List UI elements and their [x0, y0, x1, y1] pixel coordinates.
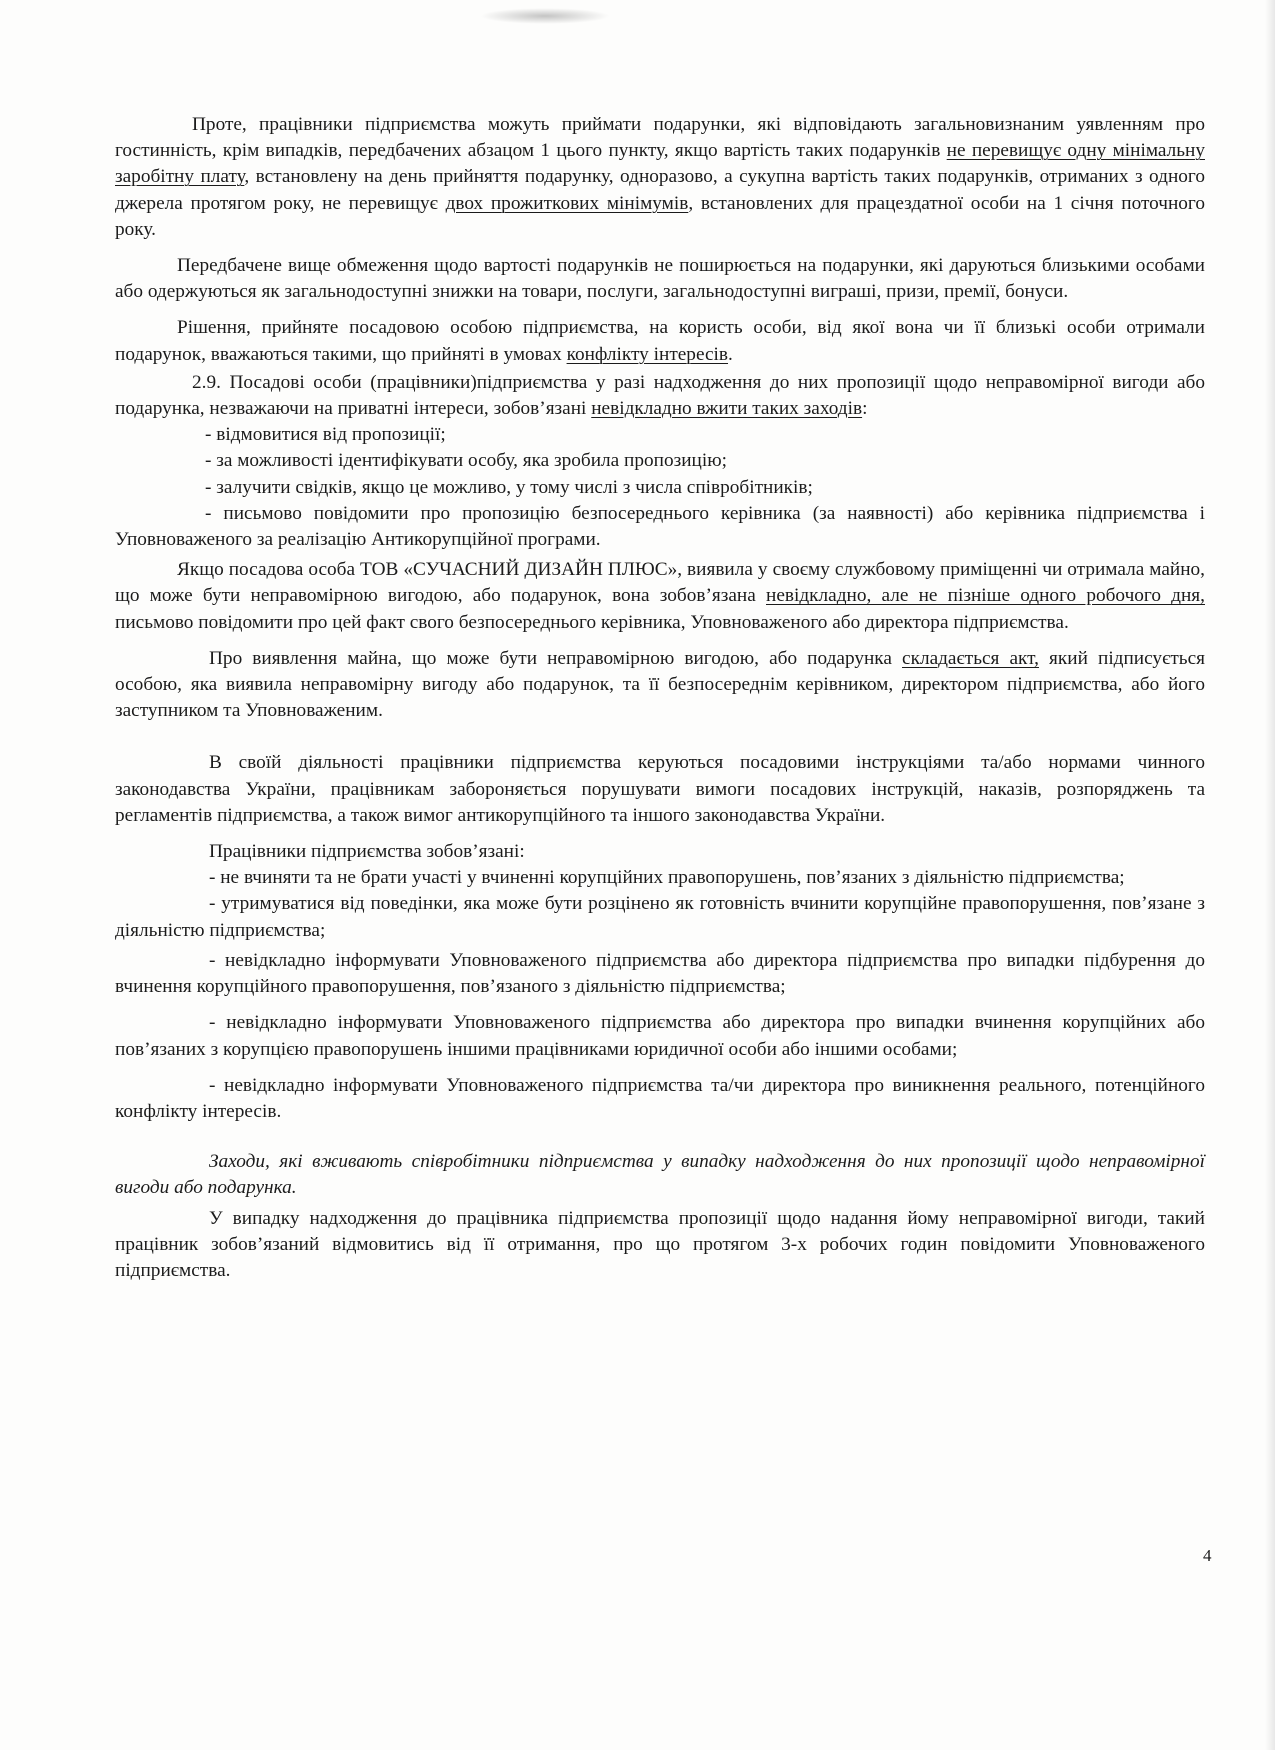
paragraph-gifts-hospitality: Проте, працівники підприємства можуть приймати подарунки, які відповідають загальновизнаним уявленням про гостинність, крім випадків, передбачених абзацом 1 цього пункту, якщо вартість таких подарунків не перевищує одну мінімальну заробітну плату, встановлену на день прийняття подарунку, одноразово, а сукупна вартість таких подарунків, отриманих з одного джерела протягом року, не перевищує двох прожиткових мінімумів, встановлених для працездатної особи на 1 січня поточного року. — [115, 114, 1206, 240]
scan-smudge — [480, 8, 610, 24]
list-item: - залучити свідків, якщо це можливо, у тому числі з числа співробітників; — [205, 476, 813, 498]
list-item: - письмово повідомити про пропозицію безпосереднього керівника (за наявності) або керівника підприємства і Уповноваженого за реалізацію Антикорупційної програми. — [115, 502, 1205, 551]
paragraph-section-2-9: 2.9. Посадові особи (працівники)підприємства у разі надходження до них пропозиції щодо неправомірної вигоди або подарунка, незважаючи на приватні інтереси, зобов’язані невідкладно вжити таких заходів: — [115, 371, 1205, 420]
section-heading: Заходи, які вживають співробітники підприємства у випадку надходження до них пропозиції щодо неправомірної вигоди або подарунка. — [115, 1151, 1205, 1199]
paragraph-conflict-decision: Рішення, прийняте посадовою особою підприємства, на користь особи, від якої вона чи її близькі особи отримали подарунок, вважаються такими, що прийняті в умовах конфлікту інтересів. — [115, 317, 1205, 365]
underlined-measures: невідкладно вжити таких заходів — [591, 398, 863, 420]
underlined-act: складається акт, — [902, 647, 1039, 669]
underlined-two-minimums: двох прожиткових мінімумів — [445, 192, 689, 214]
paragraph-found-property: Якщо посадова особа ТОВ «СУЧАСНИЙ ДИЗАЙН ПЛЮС», виявила у своєму службовому приміщенні чи отримала майно, що може бути неправомірною вигодою, або подарунок, вона зобов’язана невідкладно, але не пізніше одного робочого дня, письмово повідомити про цей факт свого безпосереднього керівника, Уповноваженого або директора підприємства. — [115, 559, 1205, 633]
list-item: - не вчиняти та не брати участі у вчиненні корупційних правопорушень, пов’язаних з діяльністю підприємства; — [209, 867, 1125, 889]
underlined-min-wage: не перевищує одну мінімальну заробітну плату — [115, 140, 1205, 188]
paragraph-activity-rules: В своїй діяльності працівники підприємства керуються посадовими інструкціями та/або нормами чинного законодавства України, працівникам забороняється порушувати вимоги посадових інструкцій, наказів, розпоряджень та регламентів підприємства, а також вимог антикорупційного та іншого законодавства України. — [115, 752, 1205, 826]
underlined-conflict: конфлікту інтересів — [566, 343, 729, 365]
list-item: - відмовитися від пропозиції; — [205, 424, 446, 446]
list-item: - утримуватися від поведінки, яка може бути розцінено як готовність вчинити корупційне правопорушення, пов’язане з діяльністю підприємства; — [115, 893, 1205, 941]
underlined-deadline: невідкладно, але не пізніше одного робочого дня, — [766, 585, 1205, 607]
list-item: - невідкладно інформувати Уповноваженого підприємства та/чи директора про виникнення реального, потенційного конфлікту інтересів. — [115, 1074, 1205, 1122]
paragraph-act: Про виявлення майна, що може бути неправомірною вигодою, або подарунка складається акт, який підписується особою, яка виявила неправомірну вигоду або подарунок, та її безпосереднім керівником, директором підприємства, або його заступником та Уповноваженим. — [115, 647, 1205, 722]
page-number: 4 — [1203, 1546, 1212, 1565]
paragraph-obligations-intro: Працівники підприємства зобов’язані: — [209, 841, 525, 863]
paragraph-restriction-exceptions: Передбачене вище обмеження щодо вартості подарунків не поширюється на подарунки, які даруються близькими особами або одержуються як загальнодоступні знижки на товари, послуги, загальнодоступні виграші, призи, премії, бонуси. — [115, 255, 1205, 303]
list-item: - невідкладно інформувати Уповноваженого підприємства або директора про випадки вчинення корупційних або пов’язаних з корупцією правопорушень іншими працівниками юридичної особи або іншими особами; — [115, 1012, 1205, 1060]
list-item: - невідкладно інформувати Уповноваженого підприємства або директора підприємства про випадки підбурення до вчинення корупційного правопорушення, пов’язаного з діяльністю підприємства; — [115, 949, 1205, 998]
list-item: - за можливості ідентифікувати особу, яка зробила пропозицію; — [205, 450, 727, 472]
scan-edge-shadow — [1265, 0, 1275, 1750]
document-body — [115, 112, 1205, 1284]
paragraph-receipt-offer: У випадку надходження до працівника підприємства пропозиції щодо надання йому неправомірної вигоди, такий працівник зобов’язаний відмовитись від її отримання, про що протягом 3-х робочих годин повідомити Уповноваженого підприємства. — [115, 1207, 1205, 1281]
